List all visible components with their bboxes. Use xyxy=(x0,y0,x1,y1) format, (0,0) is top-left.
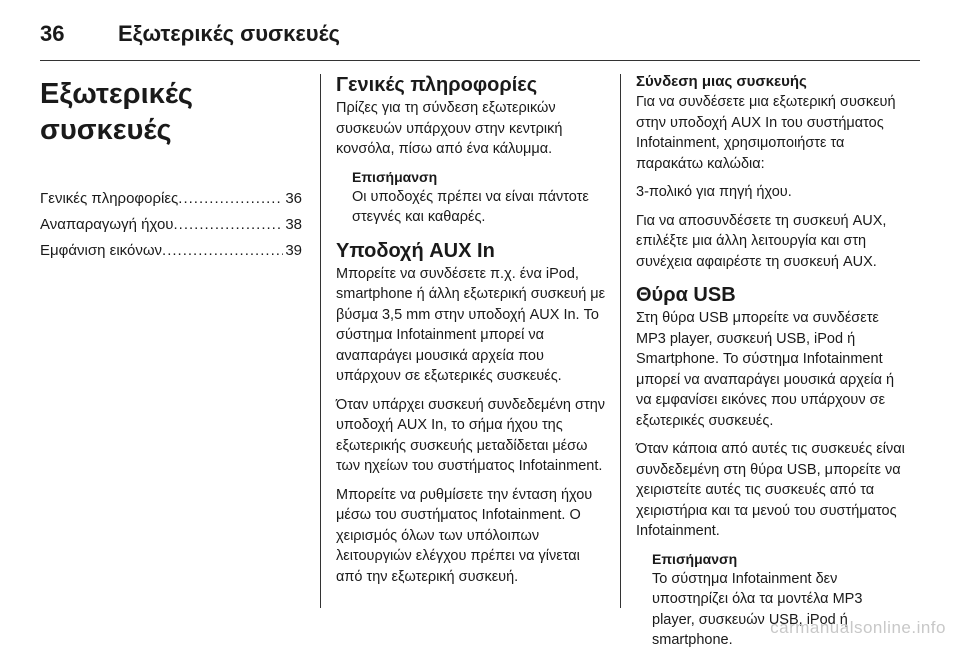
toc-leader-dots xyxy=(162,238,283,264)
connect-heading: Σύνδεση μιας συσκευής xyxy=(636,73,807,90)
toc-entry-label[interactable]: Αναπαραγωγή ήχου xyxy=(40,216,174,233)
aux-paragraph-2: Όταν υπάρχει συσκευή συνδεδεμένη στην υποδοχή AUX In, το σήμα ήχου της εξωτερικής συσκευής μεταδίδεται μέσω των ηχείων του συστήματος Infotainment. xyxy=(336,396,606,474)
note-body: Οι υποδοχές πρέπει να είναι πάντοτε στεγνές και καθαρές. xyxy=(352,188,589,225)
toc-entry-label[interactable]: Εμφάνιση εικόνων xyxy=(40,242,163,259)
toc-entry-label[interactable]: Γενικές πληροφορίες xyxy=(40,190,179,207)
connect-paragraph-2: 3-πολικό για πηγή ήχου. xyxy=(636,184,792,200)
usb-paragraph-1: Στη θύρα USB μπορείτε να συνδέσετε MP3 player, συσκευή USB, iPod ή Smartphone. Το σύστημα Infotainment μπορεί να αναπαράγει μουσικά αρχεία ή να εμφανίσει εικόνες που υπάρχουν σε εξωτερικές συσκευές. xyxy=(636,310,895,429)
general-heading: Γενικές πληροφορίες xyxy=(336,74,538,96)
usb-paragraph-2: Όταν κάποια από αυτές τις συσκευές είναι συνδεδεμένη στη θύρα USB, μπορείτε να χειριστείτε αυτές τις συσκευές από τα χειριστήρια και τα μενού του συστήματος Infotainment. xyxy=(636,441,905,539)
connect-paragraph-1: Για να συνδέσετε μια εξωτερική συσκευή στην υποδοχή AUX In του συστήματος Infotainment, χρησιμοποιήστε τα παρακάτω καλώδια: xyxy=(636,94,896,172)
aux-heading: Υποδοχή AUX In xyxy=(336,239,495,262)
column-divider-2 xyxy=(620,74,621,608)
toc-leader-dots xyxy=(178,186,283,212)
toc-entry[interactable] xyxy=(40,212,302,238)
aux-paragraph-1: Μπορείτε να συνδέσετε π.χ. ένα iPod, smartphone ή άλλη εξωτερική συσκευή με βύσμα 3,5 mm στην υποδοχή AUX In. Το σύστημα Infotainment μπορεί να αναπαράγει μουσικά αρχεία που υπάρχουν σε εξωτερικές συσκευές. xyxy=(336,265,606,384)
column-left xyxy=(40,72,302,264)
column-divider-1 xyxy=(320,74,321,608)
aux-paragraph-3: Μπορείτε να ρυθμίσετε την ένταση ήχου μέσω του συστήματος Infotainment. Ο χειρισμός όλων των υπόλοιπων λειτουργιών ελέγχου πρέπει να γίνεται από την εξωτερική συσκευή. xyxy=(336,486,593,585)
table-of-contents xyxy=(40,186,302,264)
usb-heading: Θύρα USB xyxy=(636,284,736,306)
note-body: Το σύστημα Infotainment δεν υποστηρίζει όλα τα μοντέλα MP3 player, συσκευών USB, iPod ή smartphone. xyxy=(652,570,863,648)
column-middle xyxy=(336,72,606,595)
note-title: Επισήμανση xyxy=(652,550,738,567)
note-title: Επισήμανση xyxy=(352,168,438,185)
page-header xyxy=(40,14,340,54)
toc-entry[interactable] xyxy=(40,186,302,212)
connect-paragraph-3: Για να αποσυνδέσετε τη συσκευή AUX, επιλέξτε μια άλλη λειτουργία και στη συνέχεια αφαιρέστε τη συσκευή AUX. xyxy=(636,212,887,270)
toc-entry[interactable] xyxy=(40,238,302,264)
toc-entry-page[interactable]: 38 xyxy=(285,216,302,233)
column-right xyxy=(636,72,908,659)
toc-leader-dots xyxy=(174,212,284,238)
running-title: Εξωτερικές συσκευές xyxy=(118,21,340,46)
toc-entry-page[interactable]: 36 xyxy=(285,190,302,207)
note-box xyxy=(352,168,606,228)
watermark: carmanualsonline.info xyxy=(770,618,946,637)
chapter-title: Εξωτερικές συσκευές xyxy=(40,78,193,146)
page-number: 36 xyxy=(40,21,65,46)
toc-entry-page[interactable]: 39 xyxy=(285,242,302,259)
header-rule xyxy=(40,60,920,61)
general-intro: Πρίζες για τη σύνδεση εξωτερικών συσκευών υπάρχουν στην κεντρική κονσόλα, πίσω από ένα κάλυμμα. xyxy=(336,100,563,157)
